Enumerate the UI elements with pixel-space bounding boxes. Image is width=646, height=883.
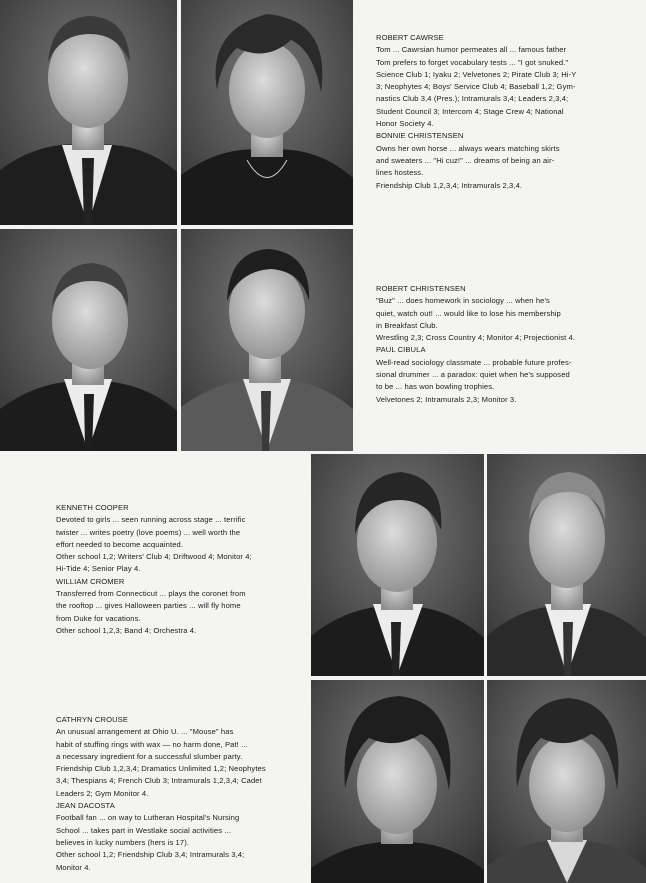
- bio-line: effort needed to become acquainted.: [56, 539, 184, 549]
- bio-kenneth-cooper: [56, 502, 294, 637]
- bio-line: Friendship Club 1,2,3,4; Dramatics Unlimited 1,2; Neophytes: [56, 764, 266, 774]
- portrait-william-cromer: [487, 454, 646, 676]
- bio-robert-christensen: [376, 283, 641, 406]
- student-name: PAUL CIBULA: [376, 345, 426, 355]
- bio-line: 3; Neophytes 4; Boys' Service Club 4; Baseball 1,2; Gym-: [376, 82, 576, 92]
- bio-line: Well-read sociology classmate ... probable future profes-: [376, 357, 572, 367]
- bio-line: Owns her own horse ... always wears matching skirts: [376, 143, 560, 153]
- bio-line: 3,4; Thespians 4; French Club 3; Intramurals 1,2,3,4; Cadet: [56, 776, 262, 786]
- bio-line: Tom prefers to forget vocabulary tests ... "I got snuked.": [376, 57, 569, 67]
- bio-line: the rooftop ... gives Halloween parties ... will fly home: [56, 601, 241, 611]
- bio-line: Other school 1,2; Writers' Club 4; Driftwood 4; Monitor 4;: [56, 552, 252, 562]
- student-name: CATHRYN CROUSE: [56, 715, 129, 724]
- bio-line: Wrestling 2,3; Cross Country 4; Monitor 4; Projectionist 4.: [376, 333, 576, 343]
- bio-line: lines hostess.: [376, 168, 424, 178]
- bio-line: Monitor 4.: [56, 862, 91, 872]
- bio-line: Other school 1,2,3; Band 4; Orchestra 4.: [56, 625, 197, 635]
- bio-line: Football fan ... on way to Lutheran Hospital's Nursing: [56, 813, 240, 823]
- student-name: JEAN DACOSTA: [56, 801, 115, 811]
- student-name: ROBERT CHRISTENSEN: [376, 284, 466, 293]
- portrait-paul-cibula: [181, 229, 353, 451]
- bio-line: School ... takes part in Westlake social activities ...: [56, 825, 232, 835]
- bio-line: believes in lucky numbers (hers is 17).: [56, 837, 190, 847]
- bio-line: Transferred from Connecticut ... plays the coronet from: [56, 589, 246, 599]
- bio-line: habit of stuffing rings with wax — no harm done, Pat! ...: [56, 739, 248, 749]
- student-name: WILLIAM CROMER: [56, 576, 125, 586]
- bio-cathryn-crouse: [56, 714, 294, 874]
- bio-line: Honor Society 4.: [376, 119, 434, 129]
- student-name: ROBERT CAWRSE: [376, 33, 444, 42]
- bio-line: Student Council 3; Intercom 4; Stage Crew 4; National: [376, 106, 564, 116]
- bio-line: Friendship Club 1,2,3,4; Intramurals 2,3,4.: [376, 180, 523, 190]
- bio-line: Velvetones 2; Intramurals 2,3; Monitor 3.: [376, 394, 517, 404]
- portrait-kenneth-cooper: [311, 454, 484, 676]
- bio-line: Devoted to girls ... seen running across stage ... terrific: [56, 515, 246, 525]
- bio-line: quiet, watch out! ... would like to lose his membership: [376, 308, 561, 318]
- bio-line: sional drummer ... a paradox: quiet when he's supposed: [376, 370, 570, 380]
- portrait-bonnie-christensen: [181, 0, 353, 225]
- bio-line: Leaders 2; Gym Monitor 4.: [56, 788, 149, 798]
- bio-line: Tom ... Cawrsian humor permeates all ... famous father: [376, 45, 567, 55]
- bio-line: An unusual arrangement at Ohio U. ... "Mouse" has: [56, 727, 234, 737]
- bio-line: Science Club 1; Iyaku 2; Velvetones 2; Pirate Club 3; Hi-Y: [376, 69, 577, 79]
- portrait-robert-christensen: [0, 229, 177, 451]
- bio-robert-cawrse: [376, 32, 641, 192]
- portrait-robert-cawrse: [0, 0, 177, 225]
- bio-line: a necessary ingredient for a successful slumber party.: [56, 751, 243, 761]
- portrait-jean-dacosta: [487, 680, 646, 883]
- student-name: KENNETH COOPER: [56, 503, 129, 512]
- bio-line: to be ... has won bowling trophies.: [376, 382, 495, 392]
- bio-line: from Duke for vacations.: [56, 613, 141, 623]
- bio-line: and sweaters ... "Hi cuz!" ... dreams of being an air-: [376, 155, 555, 165]
- bio-line: "Buz" ... does homework in sociology ... when he's: [376, 296, 550, 306]
- bio-line: nastics Club 3,4 (Pres.); Intramurals 3,4; Leaders 2,3,4;: [376, 94, 569, 104]
- student-name: BONNIE CHRISTENSEN: [376, 131, 464, 141]
- portrait-cathryn-crouse: [311, 680, 484, 883]
- bio-line: Hi-Tide 4; Senior Play 4.: [56, 564, 141, 574]
- bio-line: twister ... writes poetry (love poems) ... well worth the: [56, 527, 241, 537]
- bio-line: Other school 1,2; Friendship Club 3,4; Intramurals 3,4;: [56, 850, 245, 860]
- bio-line: in Breakfast Club.: [376, 320, 438, 330]
